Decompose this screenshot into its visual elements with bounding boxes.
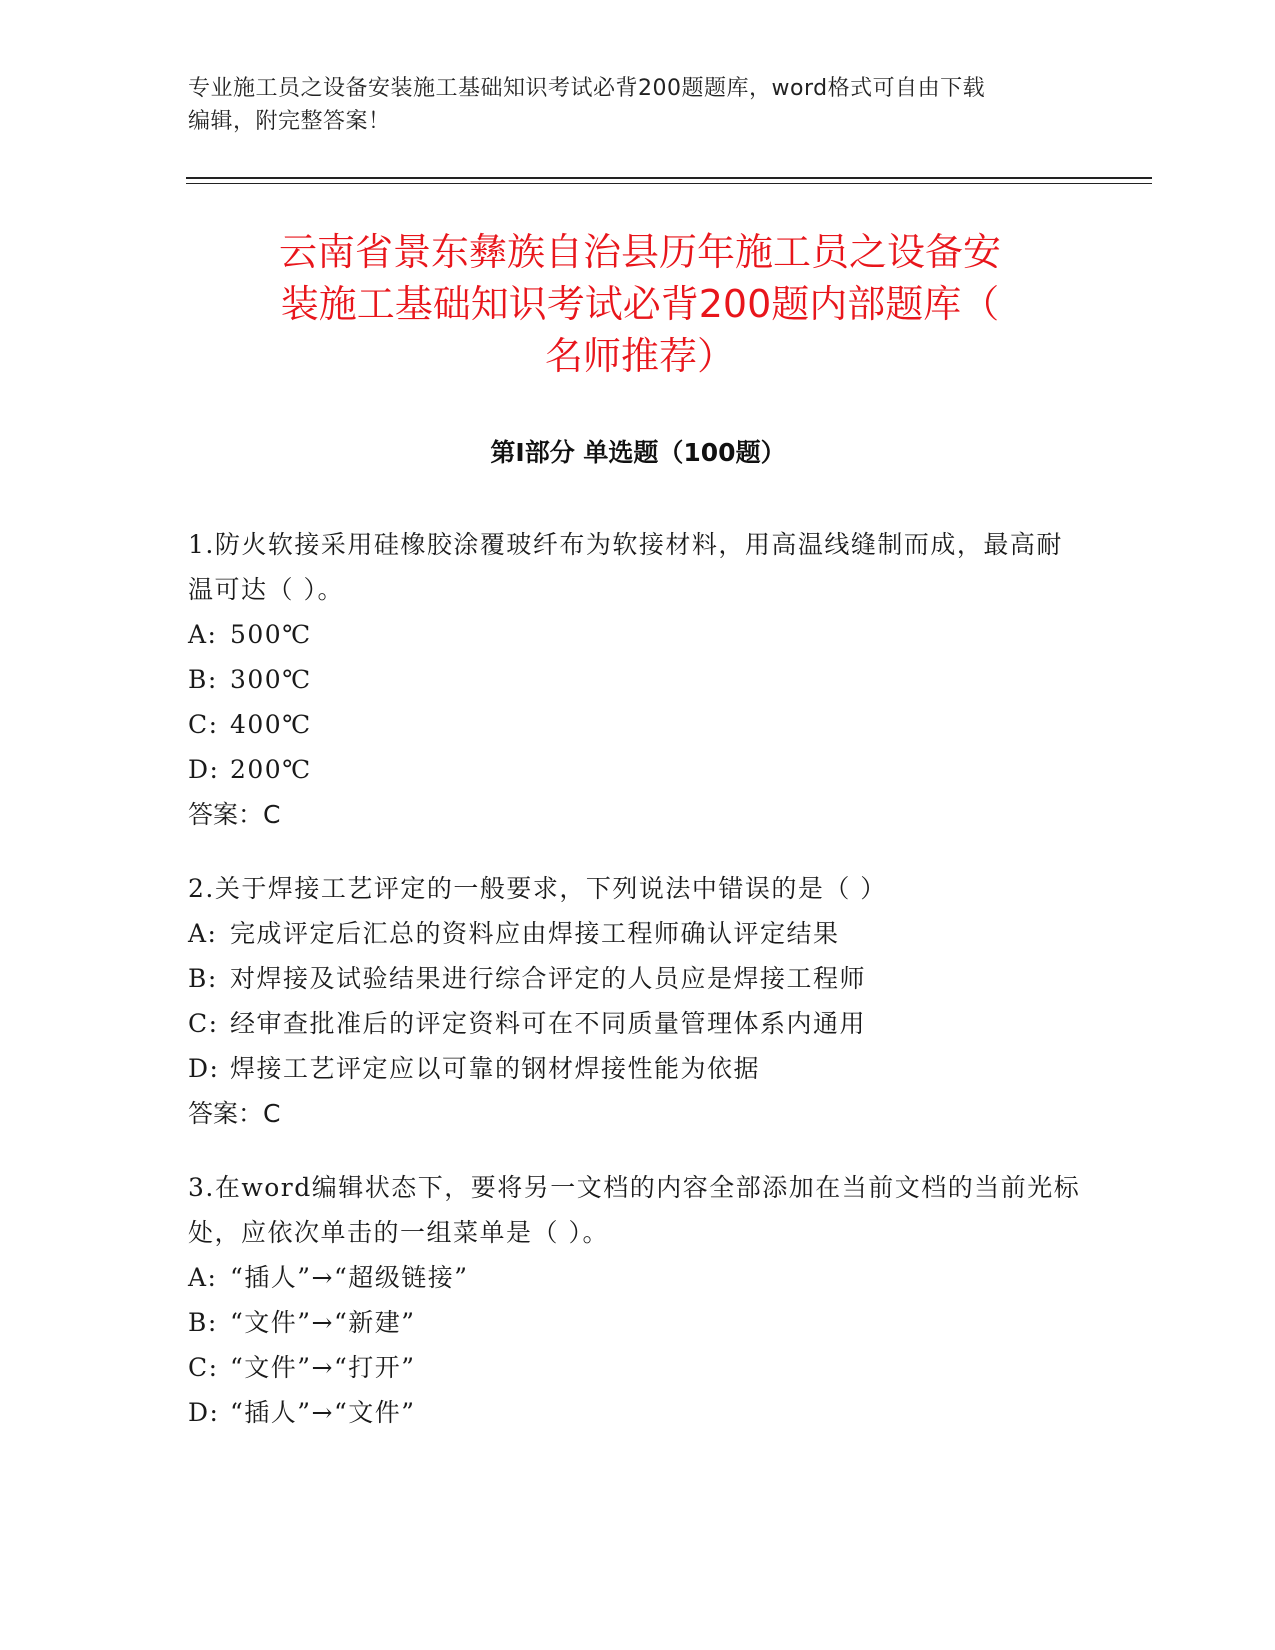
question-stem: 3.在word编辑状态下，要将另一文档的内容全部添加在当前文档的当前光标处，应依次单击的一组菜单是（ ）。 xyxy=(188,1173,1081,1247)
option-d xyxy=(188,1390,1088,1435)
option-b xyxy=(188,1300,1088,1345)
question-stem: 2.关于焊接工艺评定的一般要求，下列说法中错误的是（ ） xyxy=(188,874,887,903)
option-label: C: xyxy=(188,710,219,739)
option-label: A: xyxy=(188,1263,218,1292)
option-a xyxy=(188,1255,1088,1300)
question-list xyxy=(188,522,1088,1463)
option-b xyxy=(188,657,1088,702)
header-note-line-2: 编辑，附完整答案！ xyxy=(188,109,391,134)
document-title-line-1: 云南省景东彝族自治县历年施工员之设备安 xyxy=(278,230,1001,274)
option-c xyxy=(188,1001,1088,1046)
option-label: A: xyxy=(188,919,218,948)
option-label: C: xyxy=(188,1009,219,1038)
header-divider-thin xyxy=(186,183,1152,184)
option-d xyxy=(188,1046,1088,1091)
option-text: 400℃ xyxy=(230,710,312,739)
option-label: B: xyxy=(188,665,218,694)
option-label: B: xyxy=(188,964,218,993)
option-c xyxy=(188,1345,1088,1390)
option-label: D: xyxy=(188,1398,220,1427)
option-text: 200℃ xyxy=(230,755,312,784)
option-label: C: xyxy=(188,1353,219,1382)
option-a xyxy=(188,612,1088,657)
header-note xyxy=(188,72,1088,138)
option-label: D: xyxy=(188,1054,220,1083)
option-text: “文件”→“新建” xyxy=(230,1308,416,1337)
option-b xyxy=(188,956,1088,1001)
option-label: B: xyxy=(188,1308,218,1337)
answer: 答案：C xyxy=(188,1099,281,1128)
question-3 xyxy=(188,1165,1088,1435)
question-stem: 1.防火软接采用硅橡胶涂覆玻纤布为软接材料，用高温线缝制而成，最高耐温可达（ ）。 xyxy=(188,530,1063,604)
option-label: A: xyxy=(188,620,218,649)
option-text: 经审查批准后的评定资料可在不同质量管理体系内通用 xyxy=(230,1009,867,1038)
option-c xyxy=(188,702,1088,747)
question-1 xyxy=(188,522,1088,838)
option-text: 300℃ xyxy=(230,665,312,694)
header-note-line-1: 专业施工员之设备安装施工基础知识考试必背200题题库，word格式可自由下载 xyxy=(188,76,986,101)
option-text: 焊接工艺评定应以可靠的钢材焊接性能为依据 xyxy=(230,1054,761,1083)
option-text: “插人”→“超级链接” xyxy=(230,1263,469,1292)
option-a xyxy=(188,911,1088,956)
document-title-line-2: 装施工基础知识考试必背200题内部题库（ xyxy=(280,282,1000,326)
option-label: D: xyxy=(188,755,220,784)
question-2 xyxy=(188,866,1088,1137)
option-text: 完成评定后汇总的资料应由焊接工程师确认评定结果 xyxy=(230,919,840,948)
option-text: 对焊接及试验结果进行综合评定的人员应是焊接工程师 xyxy=(230,964,867,993)
section-title: 第Ⅰ部分 单选题（100题） xyxy=(490,438,786,467)
option-text: 500℃ xyxy=(230,620,312,649)
header-divider-thick xyxy=(186,177,1152,179)
answer: 答案：C xyxy=(188,800,281,829)
option-d xyxy=(188,747,1088,792)
option-text: “插人”→“文件” xyxy=(230,1398,416,1427)
document-title-line-3: 名师推荐） xyxy=(544,334,735,378)
option-text: “文件”→“打开” xyxy=(230,1353,416,1382)
document-title xyxy=(190,226,1090,382)
